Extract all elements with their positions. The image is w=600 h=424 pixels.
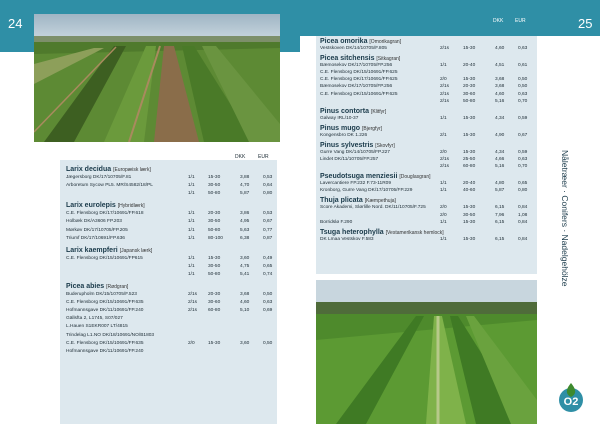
price-row	[320, 46, 536, 54]
price-dkk: 4,70	[240, 183, 250, 189]
species-heading	[320, 197, 396, 204]
source-text: Holbæk DK/A3606 FP.203	[66, 219, 122, 225]
plant-age: 2/1s	[188, 292, 198, 297]
plant-size: 50-80	[463, 98, 476, 104]
price-dkk: 4,75	[240, 263, 250, 269]
source-text: Lavercantiere FP.232 F.73-11R09	[320, 181, 392, 187]
plant-size: 15-30	[463, 236, 476, 242]
source-text: Triumf DK/17/10691/FP.636	[66, 235, 125, 241]
plant-age: 2/1s	[440, 164, 450, 170]
plant-size: 25-50	[463, 157, 476, 162]
price-dkk: 4,90	[495, 132, 505, 138]
plant-size: 40-60	[463, 188, 476, 194]
plant-size: 15-30	[208, 255, 221, 261]
plant-size: 20-40	[463, 63, 476, 69]
price-dkk: 4,66	[495, 157, 505, 162]
price-eur: 0,84	[518, 205, 528, 211]
species-name: Thuja plicata	[320, 197, 365, 205]
species-heading	[320, 229, 444, 236]
side-title	[542, 150, 598, 320]
source-text: Vestskoven DK/14/10705/F.805	[320, 46, 387, 51]
plant-age: 1/1	[188, 255, 195, 261]
plant-age: 1/1	[188, 191, 195, 197]
source-text: C.E. Flensborg DK/15/10691/FP.625	[320, 91, 398, 97]
price-dkk: 3,60	[240, 340, 250, 346]
species-heading	[320, 142, 395, 149]
price-dkk: 5,63	[240, 227, 250, 233]
price-eur: 0,49	[263, 255, 273, 261]
price-eur: 0,50	[518, 84, 528, 90]
plant-size: 30-50	[463, 212, 476, 218]
plant-age: 1/1	[440, 219, 447, 225]
source-text: L.Hauen S1EKR007 LT/4815	[66, 324, 128, 330]
plant-size: 15-30	[463, 77, 476, 83]
source-text: Kronborg, Gurre Vang DK/17/10705/FP.229	[320, 188, 413, 194]
species-common-name: [Bjergfyr]	[362, 125, 383, 132]
price-dkk: 5,16	[495, 98, 505, 104]
plant-size: 30-60	[208, 300, 221, 306]
page-number-right: 25	[578, 16, 593, 31]
price-eur: 0,87	[263, 235, 273, 241]
price-dkk: 6,15	[495, 236, 505, 242]
price-eur: 0,77	[263, 227, 273, 233]
price-dkk: 6,15	[495, 219, 505, 225]
plant-size: 50-80	[208, 191, 221, 197]
species-common-name: [Japansk lærk]	[119, 247, 153, 254]
price-panel-right	[316, 36, 537, 274]
species-common-name: [Rødgran]	[106, 284, 129, 290]
species-common-name: [Europæisk lærk]	[113, 167, 151, 173]
plant-size: 30-50	[208, 263, 221, 269]
price-dkk: 6,38	[240, 235, 250, 241]
species-common-name: [Sitkagran]	[376, 56, 401, 63]
price-eur: 0,50	[263, 292, 273, 297]
plant-size: 50-80	[208, 227, 221, 233]
plant-age: 2/1	[440, 132, 447, 138]
species-name: Larix kaempferi	[66, 246, 120, 254]
species-name: Tsuga heterophylla	[320, 228, 386, 236]
price-row	[320, 220, 536, 228]
price-eur: 0,65	[263, 263, 273, 269]
plant-age: 1/1	[188, 227, 195, 233]
price-row	[320, 188, 536, 196]
price-dkk: 4,34	[495, 115, 505, 121]
plant-age: 1/1	[440, 236, 447, 242]
source-text: Bæmosekov DK/17/10705/FP.256	[320, 63, 393, 69]
source-text: C.E. Flensborg DK/15/10691/FP.635	[66, 300, 144, 306]
plant-size: 60-80	[463, 164, 476, 170]
plant-age: 1/1	[440, 188, 447, 194]
price-eur: 0,53	[263, 175, 273, 180]
aerial-nursery-photo	[34, 14, 280, 142]
price-dkk: 5,41	[240, 271, 250, 277]
plant-age: 2/0	[188, 340, 195, 346]
plant-size: 60-80	[208, 308, 221, 314]
price-row	[66, 183, 276, 191]
source-text: Bæmosekov DK/17/10705/FP.256	[320, 84, 393, 90]
price-dkk: 5,87	[240, 191, 250, 197]
source-text: Hofmannsgave DK/11/10691/FP.240	[66, 348, 144, 354]
price-eur: 0,67	[518, 132, 528, 138]
price-eur: 0,67	[263, 219, 273, 225]
price-dkk: 4,51	[495, 63, 505, 69]
price-eur: 0,64	[263, 183, 273, 189]
price-row	[66, 264, 276, 272]
source-text: C.E. Flensborg DK/15/10691/FP.625	[320, 70, 398, 76]
price-row	[66, 236, 276, 244]
source-text: Gurre Vang DK/14/10705/FP.227	[320, 149, 390, 155]
price-dkk: 5,16	[495, 164, 505, 170]
plant-size: 20-30	[208, 292, 221, 297]
price-row	[66, 219, 276, 227]
dkk-header-left: DKK	[235, 154, 246, 160]
price-eur: 0,61	[518, 63, 528, 69]
price-row	[66, 292, 276, 300]
species-name: Pinus contorta	[320, 107, 371, 115]
source-text: Borridslø F.290	[320, 219, 353, 225]
price-eur: 0,84	[518, 236, 528, 242]
price-eur: 0,63	[263, 300, 273, 306]
price-dkk: 3,68	[240, 292, 250, 297]
plant-size: 50-80	[208, 271, 221, 277]
price-eur: 0,80	[518, 188, 528, 194]
species-heading	[66, 247, 152, 254]
plant-age: 2/1s	[188, 308, 198, 314]
seedling-field-photo	[316, 280, 537, 424]
species-name: Picea abies	[66, 283, 107, 290]
price-row	[66, 191, 276, 199]
plant-age: 2/1s	[440, 98, 450, 104]
species-name: Picea omorika	[320, 38, 370, 45]
species-heading	[66, 202, 145, 209]
price-dkk: 4,60	[495, 46, 505, 51]
plant-age: 2/0	[440, 212, 447, 218]
species-name: Pinus sylvestris	[320, 141, 376, 149]
price-eur: 0,63	[518, 157, 528, 162]
price-dkk: 3,60	[240, 255, 250, 261]
price-dkk: 4,80	[495, 181, 505, 187]
plant-age: 1/1	[188, 175, 195, 180]
eur-header-left: EUR	[258, 154, 269, 160]
price-eur: 0,53	[263, 211, 273, 217]
species-heading	[320, 38, 401, 45]
plant-age: 1/1	[188, 235, 195, 241]
source-text: Gällsfta 2, L1745, S07/027	[66, 316, 123, 322]
side-title-text: Nåletræer · Conifers · Nadelgehölze	[560, 150, 570, 287]
price-dkk: 4,60	[495, 91, 505, 97]
price-row	[66, 272, 276, 280]
plant-size: 30-50	[208, 219, 221, 225]
plant-age: 2/1s	[440, 46, 450, 51]
price-eur: 0,50	[518, 77, 528, 83]
species-heading	[66, 166, 151, 173]
price-row	[66, 300, 276, 308]
species-heading	[320, 55, 400, 62]
plant-age: 1/1	[188, 263, 195, 269]
plant-size: 15-30	[463, 205, 476, 211]
species-common-name: [Omorikagran]	[369, 39, 402, 45]
plant-size: 15-30	[463, 149, 476, 155]
source-text: C.E. Flensborg DK/17/10691/FP.625	[320, 77, 398, 83]
price-eur: 0,80	[263, 191, 273, 197]
price-dkk: 5,87	[495, 188, 505, 194]
plant-age: 2/0	[440, 149, 447, 155]
species-name: Larix decidua	[66, 166, 114, 173]
price-row	[320, 116, 536, 124]
page-number-left: 24	[8, 16, 23, 31]
plant-age: 1/1	[188, 219, 195, 225]
source-text: Lindet DK/11/10705/FP.257	[320, 157, 379, 162]
plant-size: 30-50	[208, 183, 221, 189]
species-heading	[320, 125, 382, 132]
price-row	[320, 237, 536, 245]
species-common-name: [Skovfyr]	[375, 142, 395, 149]
plant-age: 2/1s	[440, 84, 450, 90]
price-eur: 0,69	[263, 308, 273, 314]
price-eur: 1,08	[518, 212, 528, 218]
price-eur: 0,65	[518, 181, 528, 187]
species-heading	[320, 108, 386, 115]
price-dkk: 6,15	[495, 205, 505, 211]
plant-age: 2/0	[440, 205, 447, 211]
source-text: Mørkøv DK/17/10705/FP.205	[66, 227, 128, 233]
eur-header-right: EUR	[515, 18, 526, 24]
price-eur: 0,70	[518, 98, 528, 104]
price-row	[66, 228, 276, 236]
species-common-name: [Vestamerikansk hemlock]	[385, 229, 444, 236]
price-row	[320, 133, 536, 141]
price-row	[66, 256, 276, 264]
price-row	[66, 175, 276, 183]
plant-age: 1/1	[440, 181, 447, 187]
plant-age: 1/1	[440, 115, 447, 121]
price-eur: 0,50	[263, 340, 273, 346]
price-dkk: 3,68	[495, 84, 505, 90]
price-dkk: 4,60	[240, 300, 250, 306]
plant-size: 15-30	[463, 46, 476, 51]
plant-size: 80-100	[208, 235, 223, 241]
source-text: Buderupholm DK/15/10705/F.523	[66, 292, 137, 297]
price-row	[320, 99, 536, 107]
price-dkk: 3,68	[495, 77, 505, 83]
plant-size: 15-30	[208, 175, 221, 180]
source-text: Arboretum Sycow PL5. MR/S4582/18/PL	[66, 183, 153, 189]
species-common-name: [Klitfyr]	[370, 108, 387, 115]
source-text: Jægersborg DK/17/10705/F.81	[66, 175, 132, 180]
plant-size: 15-30	[463, 132, 476, 138]
dkk-header-right: DKK	[493, 18, 504, 24]
species-name: Larix eurolepis	[66, 202, 118, 210]
source-text: C.E. Flensborg DK/15/10691/FP.635	[66, 340, 144, 346]
plant-age: 1/1	[188, 183, 195, 189]
price-dkk: 3,86	[240, 211, 250, 217]
source-text: C.E. Flensborg DK/17/10691/FP.618	[66, 211, 144, 217]
plant-size: 15-30	[463, 115, 476, 121]
plant-size: 30-60	[463, 91, 476, 97]
plant-size: 15-30	[208, 340, 221, 346]
source-text: Trindelag L1.NO DK/18/10691/NO/B1803	[66, 332, 155, 338]
species-common-name: [Douglasgran]	[399, 174, 431, 181]
price-dkk: 3,88	[240, 175, 250, 180]
plant-size: 20-40	[463, 181, 476, 187]
source-text: Score Akademi, Slørlille Nord. DK/11/10705/F.725	[320, 205, 426, 211]
price-eur: 0,70	[518, 164, 528, 170]
price-dkk: 4,34	[495, 149, 505, 155]
source-text: DK Lmaa Vestskov F.583	[320, 236, 374, 242]
plant-size: 15-30	[463, 219, 476, 225]
plant-age: 2/1s	[440, 157, 450, 162]
plant-age: 1/1	[188, 211, 195, 217]
species-name: Pseudotsuga menziesii	[320, 173, 400, 181]
price-row	[66, 341, 276, 349]
species-heading	[66, 283, 128, 290]
price-dkk: 4,95	[240, 219, 250, 225]
price-eur: 0,59	[518, 149, 528, 155]
price-eur: 0,84	[518, 219, 528, 225]
source-text: Galway IRL/10-37	[320, 115, 359, 121]
price-row	[66, 308, 276, 316]
price-eur: 0,74	[263, 271, 273, 277]
plant-size: 20-30	[463, 84, 476, 90]
plant-age: 2/1s	[440, 91, 450, 97]
source-text: C.E. Flensborg DK/15/10691/FP615	[66, 255, 143, 261]
price-panel-left	[60, 154, 277, 424]
price-eur: 0,59	[518, 115, 528, 121]
price-eur: 0,63	[518, 91, 528, 97]
plant-age: 2/0	[440, 77, 447, 83]
company-logo	[554, 380, 588, 414]
price-row	[66, 349, 276, 357]
svg-text:O2: O2	[563, 396, 579, 408]
source-text: Hofmannsgave DK/11/10691/FP.240	[66, 308, 144, 314]
plant-age: 2/1s	[188, 300, 198, 306]
plant-age: 1/1	[188, 271, 195, 277]
price-dkk: 7,96	[495, 212, 505, 218]
price-row	[66, 333, 276, 341]
plant-size: 20-30	[208, 211, 221, 217]
price-eur: 0,63	[518, 46, 528, 51]
price-dkk: 5,10	[240, 308, 250, 314]
species-name: Picea sitchensis	[320, 55, 377, 63]
species-common-name: [Kæmpethuja]	[364, 198, 396, 205]
header-band-right	[300, 0, 600, 36]
source-text: Kongensbro DK 1.226	[320, 132, 368, 138]
price-row	[66, 324, 276, 332]
plant-age: 1/1	[440, 63, 447, 69]
species-common-name: [Hybridlærk]	[117, 203, 145, 210]
species-name: Pinus mugo	[320, 124, 362, 132]
species-heading	[320, 173, 431, 180]
price-row	[320, 164, 536, 172]
